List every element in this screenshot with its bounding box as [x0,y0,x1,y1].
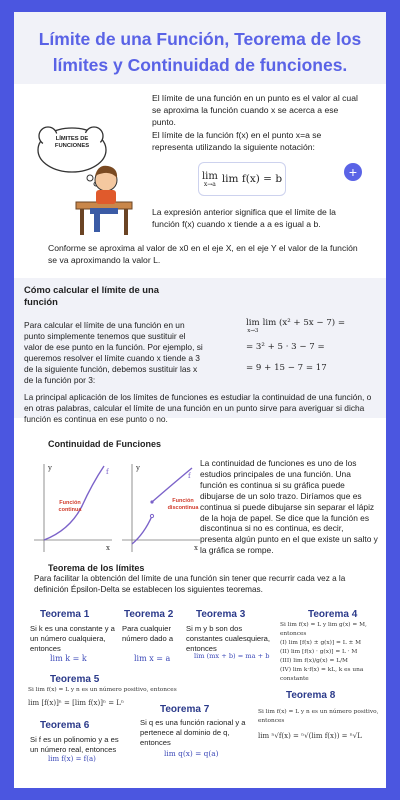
theorem-8-title: Teorema 8 [286,690,336,701]
limit-notation-formula: lim x→a lim f(x) = b [198,162,286,196]
theorem-4-line: (III) lim f(x)/g(x) = L/M [280,658,348,664]
theorem-4-line: (IV) lim k·f(x) = kL, k es una constante [280,667,364,682]
theorem-5-lines [28,686,178,708]
theorem-3-title: Teorema 3 [196,609,246,620]
theorem-5-line: Si lim f(x) = L y n es un número positivo, entonces [28,687,177,693]
theorem-4-line: (II) lim [f(x) · g(x)] = L · M [280,649,358,655]
theorem-1-formula: lim k = k [50,654,87,663]
intro-paragraph-3: La expresión anterior significa que el límite de la función f(x) cuando x tiende a a es igual a b. [152,207,336,230]
equation-line-2: = 3² + 5 · 3 − 7 = [246,342,325,352]
theorem-3-body: Si m y b son dos constantes cualesquiera, entonces [186,624,271,654]
theorem-1-body: Si k es una constante y a un número cualquiera, entonces [30,624,115,654]
theorem-6-body: Si f es un polinomio y a es un número real, entonces [30,735,119,755]
continuous-x-axis-label: x [106,544,110,552]
theorem-4-line: Si lim f(x) = L y lim g(x) = M, entonces [280,622,367,637]
continuous-fn-label: f [106,468,109,476]
theorem-4-line: (I) lim [f(x) ± g(x)] = L ± M [280,640,362,646]
theorem-6-title: Teorema 6 [40,720,90,731]
theorem-2-title: Teorema 2 [124,609,174,620]
intro-paragraph-1: El límite de una función en un punto es el valor al cual se aproxima la función cuando x se acerca a ese punto. [152,93,358,128]
theorem-8-line: lim ⁿ√f(x) = ⁿ√(lim f(x)) = ⁿ√L [258,732,362,740]
application-paragraph: La principal aplicación de los límites de funciones es estudiar la continuidad de una función, o en otras palabras, calcular el límite de una función en un punto sirve para averiguar si dicha función es continua en ese punto o no. [24,392,372,424]
discontinuous-x-axis-label: x [194,544,198,552]
discontinuous-label: Función discontinua [167,498,199,511]
cloud-caption: LÍMITES DE FUNCIONES [54,136,90,149]
theorem-1-title: Teorema 1 [40,609,90,620]
continuous-label: Función continua [58,500,82,513]
theorem-5-line: lim [f(x)]ⁿ = [lim f(x)]ⁿ = Lⁿ [28,699,124,707]
discontinuous-y-axis-label: y [136,464,140,472]
theorem-7-body: Si q es una función racional y a pertenece al dominio de q, entonces [140,718,246,748]
equation-line-1: lim (x² + 5x − 7) = [262,318,346,328]
page-title: Límite de una Función, Teorema de los límites y Continuidad de funciones. [38,29,362,75]
intro-paragraph-4: Conforme se aproxima al valor de x0 en el eje X, en el eje Y el valor de la función se va aproximando la valor L. [48,243,358,266]
theorem-5-title: Teorema 5 [50,674,100,685]
equation-subscript: x→3 [247,328,259,334]
theorems-heading: Teorema de los límites [48,563,145,573]
theorem-8-lines [258,708,382,741]
infographic-page [14,12,386,788]
theorem-4-title: Teorema 4 [308,609,358,620]
theorem-4-lines [280,621,386,684]
theorem-2-formula: lim x = a [134,654,171,663]
title-banner [14,12,386,84]
example-equation: lim x→3 lim (x² + 5x − 7) = = 3² + 5 · 3 − 7 = = 9 + 15 − 7 = 17 [246,318,386,373]
theorem-3-formula: lim (mx + b) = ma + b [194,652,270,660]
theorem-8-line: Si lim f(x) = L y n es un número positivo, entonces [258,709,379,724]
theorems-intro: Para facilitar la obtención del límite de una función sin tener que recurrir cada vez a la definición Épsilon-Delta se establecen los siguientes teoremas. [34,574,346,594]
discontinuous-fn-label: f [188,472,191,480]
theorem-7-title: Teorema 7 [160,704,210,715]
theorem-2-body: Para cualquier número dado a [122,624,174,644]
theorem-7-formula: lim q(x) = q(a) [164,749,219,758]
theorem-6-formula: lim f(x) = f(a) [48,755,96,763]
intro-paragraph-2: El límite de la función f(x) en el punto x=a se representa utilizando la siguiente notación: [152,130,322,153]
continuity-heading: Continuidad de Funciones [48,439,161,449]
calculation-paragraph: Para calcular el límite de una función en un punto simplemente tenemos que sustituir el valor de ese punto en la función. Por ejemplo, si queremos resolver el límite cuando x tiende a 3 de la siguiente función, debemos sustituir las x de la función por 3: [24,320,203,385]
formula-text: lim f(x) = b [221,173,283,185]
equation-line-3: = 9 + 15 − 7 = 17 [246,363,327,373]
calculation-heading: Cómo calcular el límite de una función [24,284,159,307]
expand-button[interactable]: + [344,163,362,181]
formula-subscript: x→a [203,180,216,188]
continuous-y-axis-label: y [48,464,52,472]
continuity-paragraph: La continuidad de funciones es uno de los estudios principales de una función. Una función es continua si su gráfica puede dibujarse de un solo trazo. Diríamos que es continua si puede dibujarse sin separar el lápiz de la hoja de papel. Se dice que la función es discontinua si no es continua, es decir, presenta algún punto en el que existe un salto y la gráfica se rompe. [200,458,378,556]
